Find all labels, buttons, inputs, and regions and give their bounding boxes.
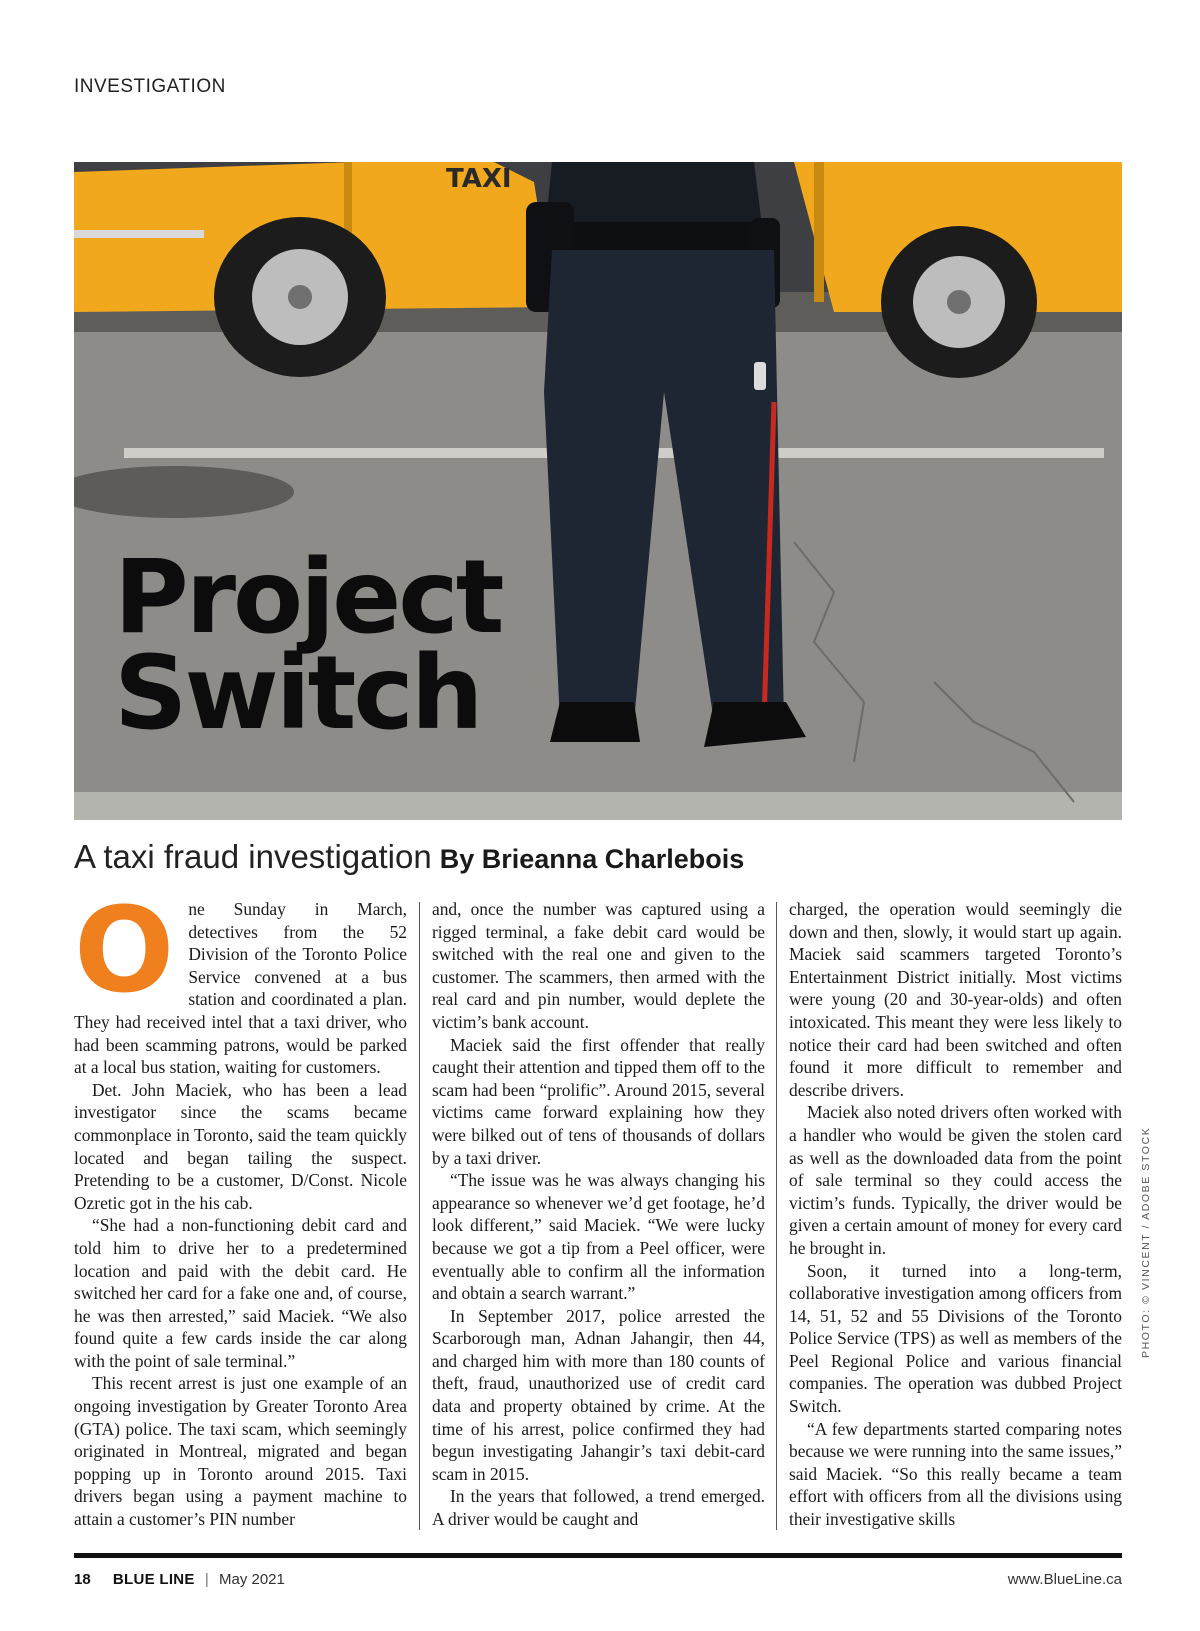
water-bottle xyxy=(754,362,766,390)
headline-line-1: Project xyxy=(114,538,502,657)
paragraph: “A few departments started comparing notes because we were running into the same issues,” said Maciek. “So this really became a team effort with officers from all the divisions using their investigative skills xyxy=(789,1418,1122,1530)
column-divider xyxy=(419,902,420,1530)
duty-belt xyxy=(544,222,774,252)
taxi-sign-text: TAXI xyxy=(446,164,512,194)
footer-folio xyxy=(74,1571,285,1588)
footer-separator: | xyxy=(204,1571,209,1588)
byline: By Brieanna Charlebois xyxy=(439,844,745,874)
paragraph: Det. John Maciek, who has been a lead investigator since the scams became commonplace in Toronto, said the team quickly located and began tailing the suspect. Pretending to be a customer, D/Const. Nicole Ozretic got in the his cab. xyxy=(74,1079,407,1213)
paragraph: and, once the number was captured using a rigged terminal, a fake debit card would be switched with the real one and given to the customer. The scammers, then armed with the real card and pin number, would deplete the victim’s bank account. xyxy=(432,899,765,1032)
paragraph: In September 2017, police arrested the Scarborough man, Adnan Jahangir, then 44, and charged him with more than 180 counts of theft, fraud, unauthorized use of credit card data and property obtained by crime. At the time of his arrest, police confirmed they had begun investigating Jahangir’s taxi debit-card scam in 2015. xyxy=(432,1305,765,1484)
paragraph: “The issue was he was always changing his appearance so whenever we’d get footage, he’d look different,” said Maciek. “We were lucky because we got a tip from a Peel officer, were eventually able to confirm all the information and obtain a search warrant.” xyxy=(432,1170,765,1304)
paragraph: charged, the operation would seemingly die down and then, slowly, it would start up again. Maciek said scammers targeted Toronto’s Entertainment District initially. Most victims were young (20 and 30-year-olds) and often intoxicated. This meant they were less likely to notice their card had been switched and often found it more difficult to remember and describe drivers. xyxy=(789,899,1122,1100)
article-column-1 xyxy=(74,898,407,1538)
hubcap-center xyxy=(288,285,312,309)
photo-credit: PHOTO: © VINCENT / ADOBE STOCK xyxy=(1140,1126,1152,1358)
page-number: 18 xyxy=(74,1571,91,1588)
article-column-3 xyxy=(789,898,1122,1538)
website-url[interactable]: www.BlueLine.ca xyxy=(1007,1571,1122,1588)
hubcap-center xyxy=(947,290,971,314)
taxi-chrome-trim xyxy=(74,230,204,238)
paragraph: In the years that followed, a trend emerged. A driver would be caught and xyxy=(432,1486,765,1530)
paragraph: Maciek said the first offender that really caught their attention and tipped them off to the scam had been “prolific”. Around 2015, several victims came forward explaining how they were bilked out of tens of thousands of dollars by a taxi driver. xyxy=(432,1034,765,1168)
deck xyxy=(74,838,744,876)
paragraph-text: ne Sunday in March, detectives from the 52 Division of the Toronto Police Service convened at a bus station and coordinated a plan. They had received intel that a taxi driver, who had been scamming patrons, would be parked at a local bus station, waiting for customers. xyxy=(74,899,407,1078)
taxi-door-seam xyxy=(814,162,824,302)
issue-date: May 2021 xyxy=(218,1571,285,1588)
article-column-2 xyxy=(432,898,765,1538)
left-boot xyxy=(550,702,640,742)
crosswalk-line xyxy=(74,792,1122,820)
column-divider xyxy=(776,902,777,1530)
hero-photo xyxy=(74,162,1122,820)
footer-rule xyxy=(74,1553,1122,1558)
publication-name: BLUE LINE xyxy=(112,1571,195,1588)
paragraph xyxy=(74,898,407,1079)
paragraph: “She had a non-functioning debit card and told him to drive her to a predetermined location and paid with the debit card. He switched her card for a fake one and, of course, he was then arrested,” said Maciek. “We also found quite a few cards inside the car along with the point of sale terminal.” xyxy=(74,1215,407,1371)
paragraph: This recent arrest is just one example of an ongoing investigation by Greater Toronto Area (GTA) police. The taxi scam, which seemingly originated in Montreal, migrated and began popping up in Toronto around 2015. Taxi drivers began using a payment machine to attain a customer’s PIN number xyxy=(74,1373,407,1530)
subtitle: A taxi fraud investigation xyxy=(74,838,432,875)
article-body xyxy=(74,898,1122,1538)
headline-line-2: Switch xyxy=(114,634,481,753)
paragraph: Soon, it turned into a long-term, collaborative investigation among officers from 14, 51, 52 and 55 Divisions of the Toronto Police Service (TPS) as well as members of the Peel Regional Police and various financial companies. The operation was dubbed Project Switch. xyxy=(789,1260,1122,1417)
headline xyxy=(114,538,502,753)
paragraph: Maciek also noted drivers often worked with a handler who would be given the stolen card as well as the downloaded data from the point of sale terminal so they could access the victim’s funds. Typically, the driver would be given a certain amount of money for every card he brought in. xyxy=(789,1102,1122,1258)
section-label: INVESTIGATION xyxy=(74,76,226,97)
drop-cap: O xyxy=(74,898,175,1019)
